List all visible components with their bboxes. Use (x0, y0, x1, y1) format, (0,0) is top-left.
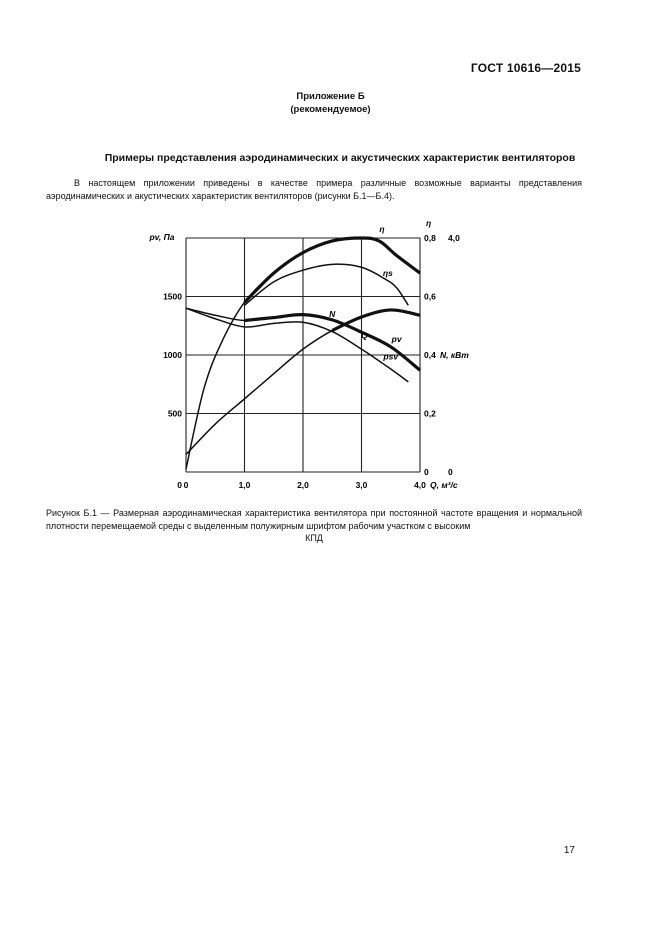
eta-tick-label: 0 (424, 467, 429, 477)
psv-curve-label: psv (383, 351, 399, 362)
pressure-tick-label: 1000 (163, 350, 182, 360)
curve-bold-4 (332, 310, 420, 330)
x-tick-label: 2,0 (297, 480, 309, 490)
eta-curve-label: η (379, 224, 385, 235)
eta-tick-label: 0,4 (424, 350, 436, 360)
q-point-label: Q (361, 330, 368, 341)
fan-characteristic-chart (140, 210, 469, 500)
pressure-tick-label: 1500 (163, 291, 182, 302)
figure-caption (46, 507, 582, 545)
chart-labels (148, 218, 469, 490)
eta-tick-label: 0,8 (424, 233, 436, 243)
power-axis-label: N, кВт (440, 350, 469, 360)
flow-axis-label: Q, м³/с (430, 480, 458, 490)
pressure-axis-label: pv, Па (149, 232, 175, 242)
eta-tick-label: 0,6 (424, 291, 436, 302)
power-tick-label: 0 (448, 467, 453, 477)
intro-paragraph: В настоящем приложении приведены в качестве примера различные возможные варианты представления аэродинамических и акустических характеристик вентиляторов (рисунки Б.1—Б.4). (46, 178, 582, 201)
section-title: Примеры представления аэродинамических и акустических характеристик вентиляторов (104, 152, 576, 164)
curve-bold-0 (245, 238, 421, 302)
power-curve-label: N (329, 308, 336, 319)
annex-title: Приложение Б (296, 91, 365, 102)
origin-label: 0 (177, 480, 182, 490)
x-tick-label: 1,0 (238, 480, 251, 490)
power-tick-label: 4,0 (448, 233, 460, 243)
caption-text: Рисунок Б.1 — Размерная аэродинамическая характеристика вентилятора при постоянной частоте вращения и нормальной плотности перемещаемой среды с выделенным полужирным шрифтом рабочим участком с высоким (46, 508, 582, 531)
caption-last-line: КПД (305, 533, 323, 543)
x-tick-label: 0 (183, 480, 189, 490)
annex-subtitle: (рекомендуемое) (290, 104, 371, 115)
pv-curve-label: pv (391, 334, 402, 345)
x-tick-label: 4,0 (414, 480, 426, 490)
page-number: 17 (563, 845, 575, 856)
eta-tick-label: 0,2 (424, 408, 436, 419)
document-code: ГОСТ 10616—2015 (470, 61, 581, 75)
eta-s-curve-label: ηs (382, 268, 393, 279)
curve-3 (186, 308, 408, 382)
x-tick-label: 3,0 (355, 480, 368, 490)
annex-heading (0, 90, 661, 116)
eta-axis-label: η (426, 218, 432, 228)
pressure-tick-label: 500 (167, 408, 182, 419)
